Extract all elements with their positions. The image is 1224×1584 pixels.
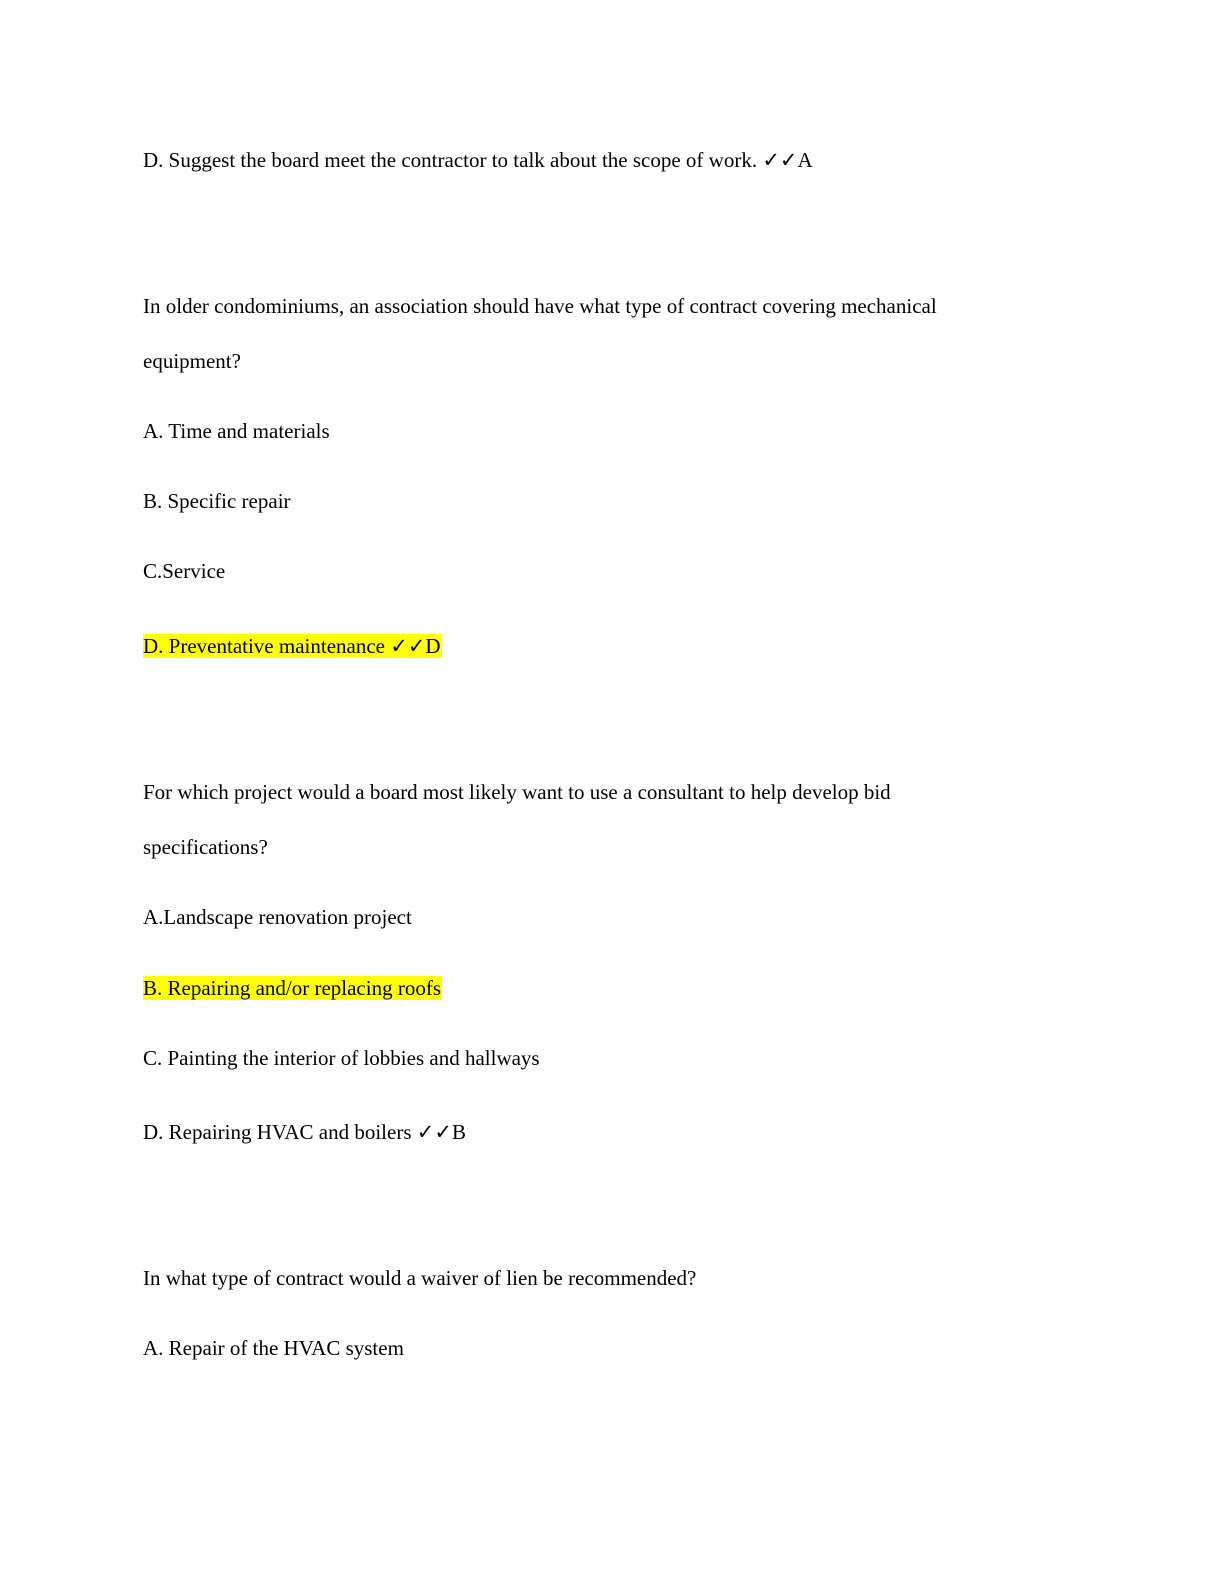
line-text: D. Repairing HVAC and boilers ✓✓B [143,1120,466,1144]
line-text: In older condominiums, an association should have what type of contract covering mechanical [143,294,937,318]
line-text: C.Service [143,559,226,583]
answer-option [143,1045,540,1071]
answer-option [143,558,225,584]
question-text [143,293,937,319]
highlighted-answer: B. Repairing and/or replacing roofs [143,976,441,1000]
line-text: A. Repair of the HVAC system [143,1336,404,1360]
line-text: C. Painting the interior of lobbies and hallways [143,1046,540,1070]
line-text: A. Time and materials [143,419,330,443]
question-text [143,1265,696,1291]
answer-option [143,488,291,514]
line-text: D. Suggest the board meet the contractor to talk about the scope of work. ✓✓A [143,148,813,172]
question-text [143,348,241,374]
answer-option-highlighted [143,633,442,659]
highlighted-answer: D. Preventative maintenance ✓✓D [143,634,441,658]
answer-option [143,1119,466,1145]
question-text [143,834,268,860]
answer-option [143,418,330,444]
answer-option [143,904,412,930]
line-text: A.Landscape renovation project [143,905,412,929]
line-text: specifications? [143,835,268,859]
answer-option [143,1335,404,1361]
line-text: B. Specific repair [143,489,291,513]
line-text: equipment? [143,349,241,373]
line-text: In what type of contract would a waiver of lien be recommended? [143,1266,697,1290]
answer-option-highlighted [143,975,442,1001]
line-text: For which project would a board most likely want to use a consultant to help develop bid [143,780,891,804]
question-text [143,779,891,805]
answer-option [143,147,813,173]
